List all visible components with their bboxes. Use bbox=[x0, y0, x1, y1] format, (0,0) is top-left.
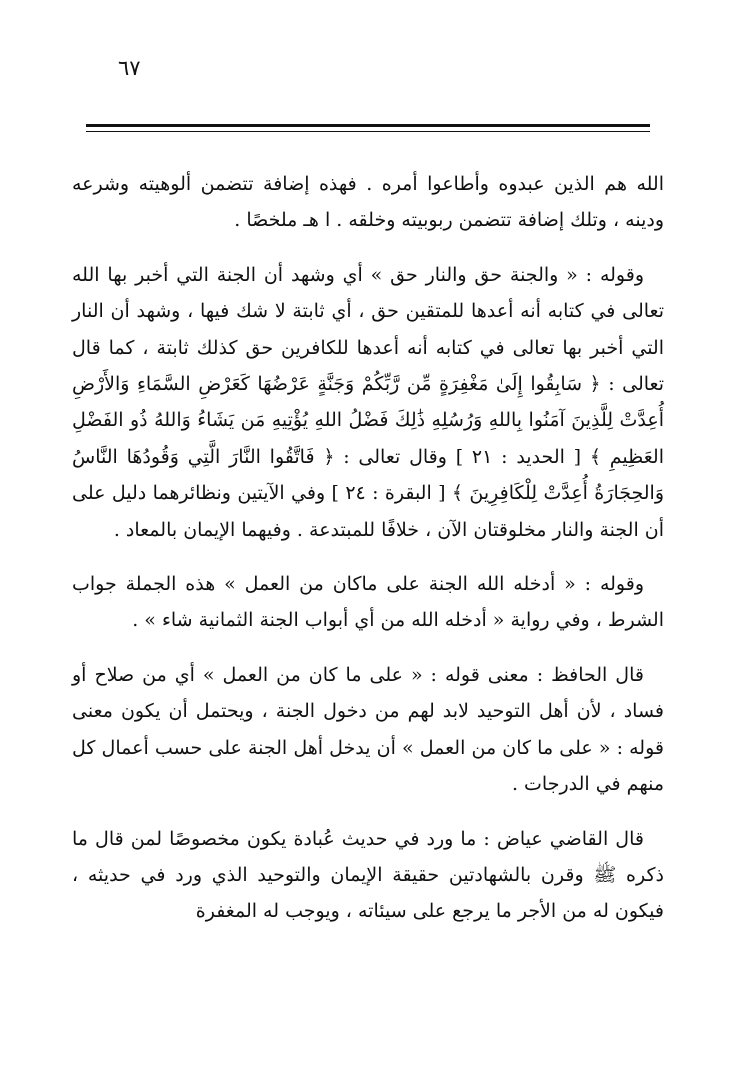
header-rule-thin bbox=[86, 131, 650, 132]
paragraph-5: قال القاضي عياض : ما ورد في حديث عُبادة يكون مخصوصًا لمن قال ما ذكره ﷺ وقرن بالشهادتين حقيقة الإيمان والتوحيد الذي ورد في حديثه ، فيكون له من الأجر ما يرجع على سيئاته ، ويوجب له المغفرة bbox=[72, 827, 664, 923]
page-number: ٦٧ bbox=[118, 56, 141, 80]
header-rule-thick bbox=[86, 124, 650, 127]
paragraph-3: وقوله : « أدخله الله الجنة على ماكان من العمل » هذه الجملة جواب الشرط ، وفي رواية « أدخله الله من أي أبواب الجنة الثمانية شاء » . bbox=[72, 573, 664, 632]
paragraph-2: وقوله : « والجنة حق والنار حق » أي وشهد أن الجنة التي أخبر بها الله تعالى في كتابه أنه أعدها للمتقين حق ، أي ثابتة لا شك فيها ، وشهد أن النار التي أخبر بها تعالى في كتابه أنه أعدها للكافرين حق كذلك ثابتة ، كما قال تعالى : ﴿ سَابِقُوا إِلَىٰ مَغْفِرَةٍ مِّن رَّبِّكُمْ وَجَنَّةٍ عَرْضُهَا كَعَرْضِ السَّمَاءِ وَالأَرْضِ أُعِدَّتْ لِلَّذِينَ آمَنُوا بِاللهِ وَرُسُلِهِ ذَٰلِكَ فَضْلُ اللهِ يُؤْتِيهِ مَن يَشَاءُ وَاللهُ ذُو الفَضْلِ العَظِيمِ ﴾ [ الحديد : ٢١ ] وقال تعالى : ﴿ فَاتَّقُوا النَّارَ الَّتِي وَقُودُهَا النَّاسُ وَالحِجَارَةُ أُعِدَّتْ لِلْكَافِرِينَ ﴾ [ البقرة : ٢٤ ] وفي الآيتين ونظائرهما دليل على أن الجنة والنار مخلوقتان الآن ، خلافًا للمبتدعة . وفيهما الإيمان بالمعاد . bbox=[72, 263, 664, 541]
paragraph-4: قال الحافظ : معنى قوله : « على ما كان من العمل » أي من صلاح أو فساد ، لأن أهل التوحيد لابد لهم من دخول الجنة ، ويحتمل أن يكون معنى قوله : « على ما كان من العمل » أن يدخل أهل الجنة على حسب أعمال كل منهم في الدرجات . bbox=[72, 663, 664, 796]
paragraph-1: الله هم الذين عبدوه وأطاعوا أمره . فهذه إضافة تتضمن ألوهيته وشرعه ودينه ، وتلك إضافة تتضمن ربوبيته وخلقه . ا هـ ملخصًا . bbox=[72, 173, 664, 232]
body-text bbox=[72, 166, 664, 930]
